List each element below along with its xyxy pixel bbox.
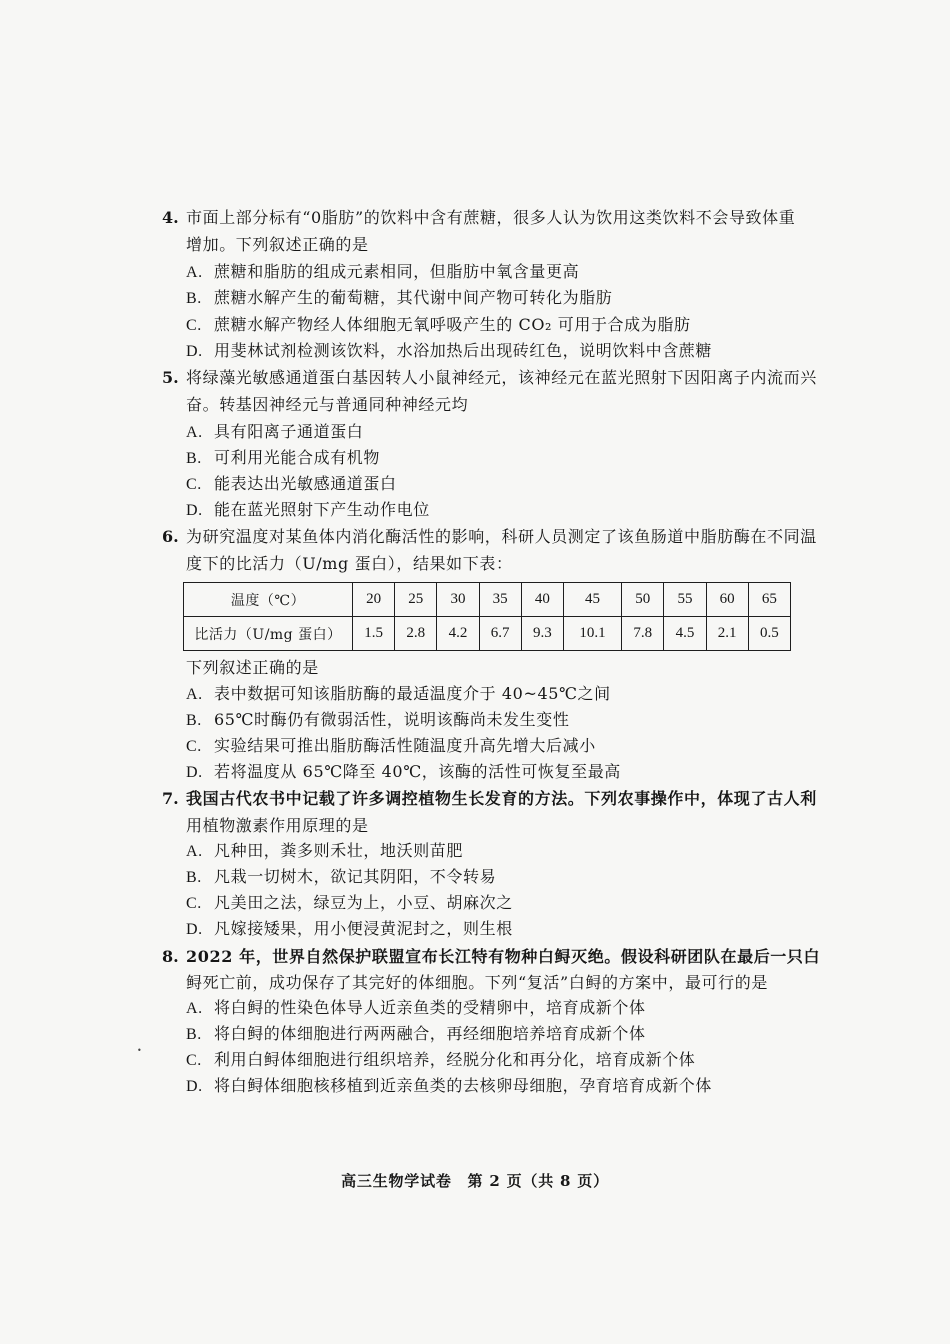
option-b <box>186 866 496 889</box>
table-cell: 40 <box>521 583 563 617</box>
option-label: C. <box>186 1052 202 1069</box>
option-text: 凡嫁接矮果，用小便浸黄泥封之，则生根 <box>214 919 513 938</box>
option-b <box>186 1023 646 1046</box>
question-stem-line: 用植物激素作用原理的是 <box>186 816 369 835</box>
option-label: A. <box>186 264 203 281</box>
table-cell: 50 <box>622 583 664 617</box>
table-cell: 60 <box>706 583 748 617</box>
option-text: 表中数据可知该脂肪酶的最适温度介于 40~45℃之间 <box>214 684 611 703</box>
enzyme-activity-table <box>183 582 791 651</box>
option-b <box>186 287 612 310</box>
question-stem-line: 度下的比活力（U/mg 蛋白），结果如下表： <box>186 554 513 573</box>
option-label: B. <box>186 290 202 307</box>
option-d <box>186 918 513 941</box>
table-cell: 0.5 <box>748 617 790 651</box>
table-cell: 20 <box>353 583 395 617</box>
table-cell: 45 <box>563 583 621 617</box>
table-cell: 4.5 <box>664 617 706 651</box>
question-stem-line: 增加。下列叙述正确的是 <box>186 235 369 254</box>
option-text: 将白鲟的性染色体导人近亲鱼类的受精卵中，培育成新个体 <box>214 998 646 1017</box>
table-cell: 30 <box>437 583 479 617</box>
option-text: 蔗糖和脂肪的组成元素相同，但脂肪中氧含量更高 <box>214 262 580 281</box>
option-c <box>186 735 596 758</box>
table-cell: 6.7 <box>479 617 521 651</box>
option-text: 可利用光能合成有机物 <box>214 448 381 467</box>
option-label: A. <box>186 424 203 441</box>
table-cell: 10.1 <box>563 617 621 651</box>
option-a <box>186 997 646 1020</box>
option-label: C. <box>186 476 202 493</box>
question-number: 6. <box>162 527 179 546</box>
option-label: A. <box>186 686 203 703</box>
question-prompt: 下列叙述正确的是 <box>186 658 319 677</box>
option-label: B. <box>186 450 202 467</box>
option-text: 65℃时酶仍有微弱活性，说明该酶尚未发生变性 <box>214 710 570 729</box>
option-text: 利用白鲟体细胞进行组织培养，经脱分化和再分化，培育成新个体 <box>214 1050 696 1069</box>
scan-speck: • <box>137 1046 142 1055</box>
option-c <box>186 892 513 915</box>
option-a <box>186 421 363 444</box>
option-label: D. <box>186 343 203 360</box>
option-d <box>186 761 621 784</box>
question-number: 4. <box>162 208 179 227</box>
question-number: 8. <box>162 947 179 966</box>
table-row <box>184 617 791 651</box>
option-label: C. <box>186 738 202 755</box>
option-text: 能表达出光敏感通道蛋白 <box>214 474 397 493</box>
option-b <box>186 447 380 470</box>
question-stem-line: 2022 年，世界自然保护联盟宣布长江特有物种白鲟灭绝。假设科研团队在最后一只白 <box>186 947 821 966</box>
table-cell: 2.8 <box>395 617 437 651</box>
table-row-header: 温度（℃） <box>184 583 353 617</box>
table-cell: 55 <box>664 583 706 617</box>
option-a <box>186 840 463 863</box>
option-text: 能在蓝光照射下产生动作电位 <box>214 500 430 519</box>
table-row-header: 比活力（U/mg 蛋白） <box>184 617 353 651</box>
table-cell: 35 <box>479 583 521 617</box>
option-a <box>186 683 611 706</box>
option-d <box>186 1075 712 1098</box>
question-stem-line: 将绿藻光敏感通道蛋白基因转人小鼠神经元，该神经元在蓝光照射下因阳离子内流而兴 <box>186 368 817 387</box>
option-label: A. <box>186 1000 203 1017</box>
option-label: D. <box>186 764 203 781</box>
question-stem-line: 鲟死亡前，成功保存了其完好的体细胞。下列“复活”白鲟的方案中，最可行的是 <box>186 973 768 992</box>
option-text: 蔗糖水解产物经人体细胞无氧呼吸产生的 CO₂ 可用于合成为脂肪 <box>214 315 691 334</box>
option-label: B. <box>186 1026 202 1043</box>
question-stem-line: 为研究温度对某鱼体内消化酶活性的影响，科研人员测定了该鱼肠道中脂肪酶在不同温 <box>186 527 817 546</box>
table-cell: 7.8 <box>622 617 664 651</box>
question-stem-line: 市面上部分标有“0脂肪”的饮料中含有蔗糖，很多人认为饮用这类饮料不会导致体重 <box>186 208 796 227</box>
option-c <box>186 1049 695 1072</box>
option-label: D. <box>186 502 203 519</box>
option-label: B. <box>186 869 202 886</box>
table-cell: 1.5 <box>353 617 395 651</box>
question-number: 7. <box>162 789 179 808</box>
option-label: C. <box>186 317 202 334</box>
option-label: C. <box>186 895 202 912</box>
option-label: B. <box>186 712 202 729</box>
option-text: 用斐林试剂检测该饮料，水浴加热后出现砖红色，说明饮料中含蔗糖 <box>214 341 713 360</box>
option-text: 凡栽一切树木，欲记其阴阳，不令转易 <box>214 867 497 886</box>
table-cell: 9.3 <box>521 617 563 651</box>
page-footer: 高三生物学试卷 第 2 页（共 8 页） <box>341 1172 609 1190</box>
table-cell: 65 <box>748 583 790 617</box>
table-cell: 2.1 <box>706 617 748 651</box>
option-text: 蔗糖水解产生的葡萄糖，其代谢中间产物可转化为脂肪 <box>214 288 613 307</box>
option-d <box>186 340 712 363</box>
table-cell: 4.2 <box>437 617 479 651</box>
table-cell: 25 <box>395 583 437 617</box>
option-c <box>186 473 397 496</box>
option-label: A. <box>186 843 203 860</box>
option-text: 将白鲟体细胞核移植到近亲鱼类的去核卵母细胞，孕育培育成新个体 <box>214 1076 713 1095</box>
option-label: D. <box>186 1078 203 1095</box>
option-text: 凡种田，粪多则禾壮，地沃则苗肥 <box>214 841 464 860</box>
option-text: 将白鲟的体细胞进行两两融合，再经细胞培养培育成新个体 <box>214 1024 646 1043</box>
option-b <box>186 709 569 732</box>
option-d <box>186 499 430 522</box>
question-stem-line: 奋。转基因神经元与普通同种神经元均 <box>186 395 469 414</box>
table-row <box>184 583 791 617</box>
option-label: D. <box>186 921 203 938</box>
option-c <box>186 314 691 337</box>
question-stem-line: 我国古代农书中记载了许多调控植物生长发育的方法。下列农事操作中，体现了古人利 <box>186 789 817 808</box>
option-text: 若将温度从 65℃降至 40℃，该酶的活性可恢复至最高 <box>214 762 621 781</box>
option-text: 具有阳离子通道蛋白 <box>214 422 364 441</box>
option-a <box>186 261 579 284</box>
question-number: 5. <box>162 368 179 387</box>
option-text: 实验结果可推出脂肪酶活性随温度升高先增大后减小 <box>214 736 596 755</box>
option-text: 凡美田之法，绿豆为上，小豆、胡麻次之 <box>214 893 513 912</box>
